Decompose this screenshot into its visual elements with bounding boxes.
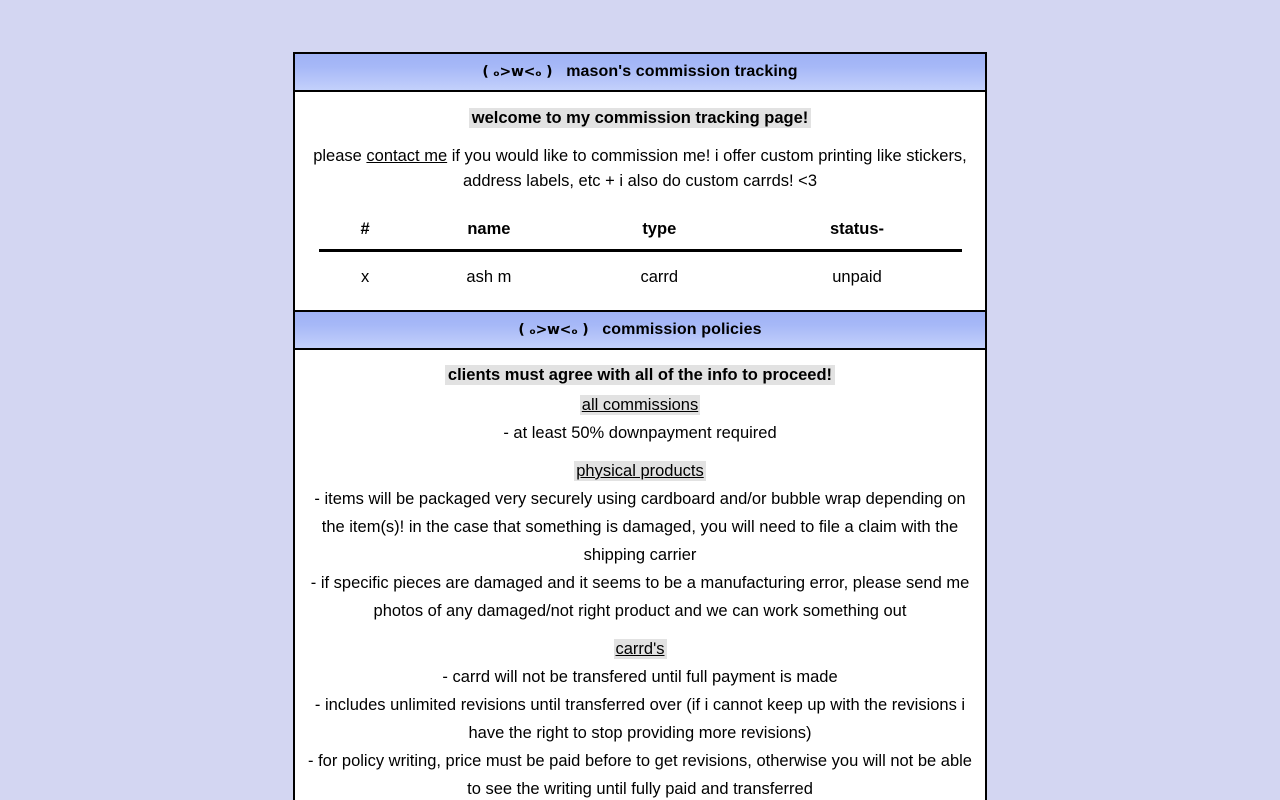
section-spacer	[301, 625, 979, 635]
cell-status: unpaid	[832, 268, 882, 286]
section-heading-label: carrd's	[615, 640, 665, 658]
kaomoji-icon: ( ₒ>ᴡ<ₒ )	[482, 64, 553, 80]
kaomoji-icon: ( ₒ>ᴡ<ₒ )	[518, 322, 589, 338]
tracking-panel-title: mason's commission tracking	[566, 63, 798, 80]
agree-banner-wrap	[301, 366, 979, 385]
policies-panel-body	[295, 350, 985, 800]
policies-panel-title: commission policies	[602, 321, 762, 338]
policy-line: - if specific pieces are damaged and it seems to be a manufacturing error, please send me photos of any damaged/not right product and we can work something out	[310, 574, 970, 620]
section-heading-physical-products	[301, 457, 979, 485]
cell-number: x	[360, 268, 370, 286]
column-header-name: name	[412, 217, 566, 251]
section-spacer	[301, 447, 979, 457]
intro-text-before: please	[313, 146, 367, 165]
policy-line: - items will be packaged very securely using cardboard and/or bubble wrap depending on the item(s)! in the case that something is damaged, you will need to file a claim with the shipping carrier	[314, 490, 966, 564]
intro-text-after: if you would like to commission me! i offer custom printing like stickers, address labels, etc + i also do custom carrds! <3	[447, 146, 967, 190]
welcome-heading-wrap	[307, 106, 973, 132]
section-heading-label: all commissions	[581, 396, 699, 414]
policy-line: - for policy writing, price must be paid before to get revisions, otherwise you will not be able to see the writing until fully paid and transferred	[308, 752, 972, 798]
section-heading-label: physical products	[576, 462, 704, 480]
tracking-panel-header	[295, 54, 985, 92]
table-header-row	[319, 217, 962, 251]
policy-line: - carrd will not be transfered until full payment is made	[442, 668, 838, 686]
commission-policies-panel	[293, 310, 987, 800]
policy-line: - includes unlimited revisions until transferred over (if i cannot keep up with the revisions i have the right to stop providing more revisions)	[314, 696, 966, 742]
commission-table-head	[319, 217, 962, 251]
tracking-panel-body	[295, 92, 985, 319]
column-header-status: status-	[753, 217, 962, 251]
column-header-type: type	[566, 217, 752, 251]
policy-line: - at least 50% downpayment required	[503, 424, 777, 442]
welcome-heading: welcome to my commission tracking page!	[469, 108, 812, 128]
agree-banner-text: clients must agree with all of the info to proceed!	[445, 365, 835, 385]
policies-panel-header	[295, 312, 985, 350]
commission-table-body	[319, 251, 962, 297]
column-header-number: #	[319, 217, 412, 251]
section-heading-carrds	[301, 635, 979, 663]
cell-name: ash m	[466, 268, 512, 286]
cell-type: carrd	[640, 268, 679, 286]
commission-table	[319, 217, 962, 297]
intro-paragraph	[307, 144, 973, 195]
commission-tracking-panel	[293, 52, 987, 321]
section-heading-all-commissions	[301, 391, 979, 419]
table-row	[319, 251, 962, 297]
contact-me-link[interactable]: contact me	[366, 146, 448, 165]
